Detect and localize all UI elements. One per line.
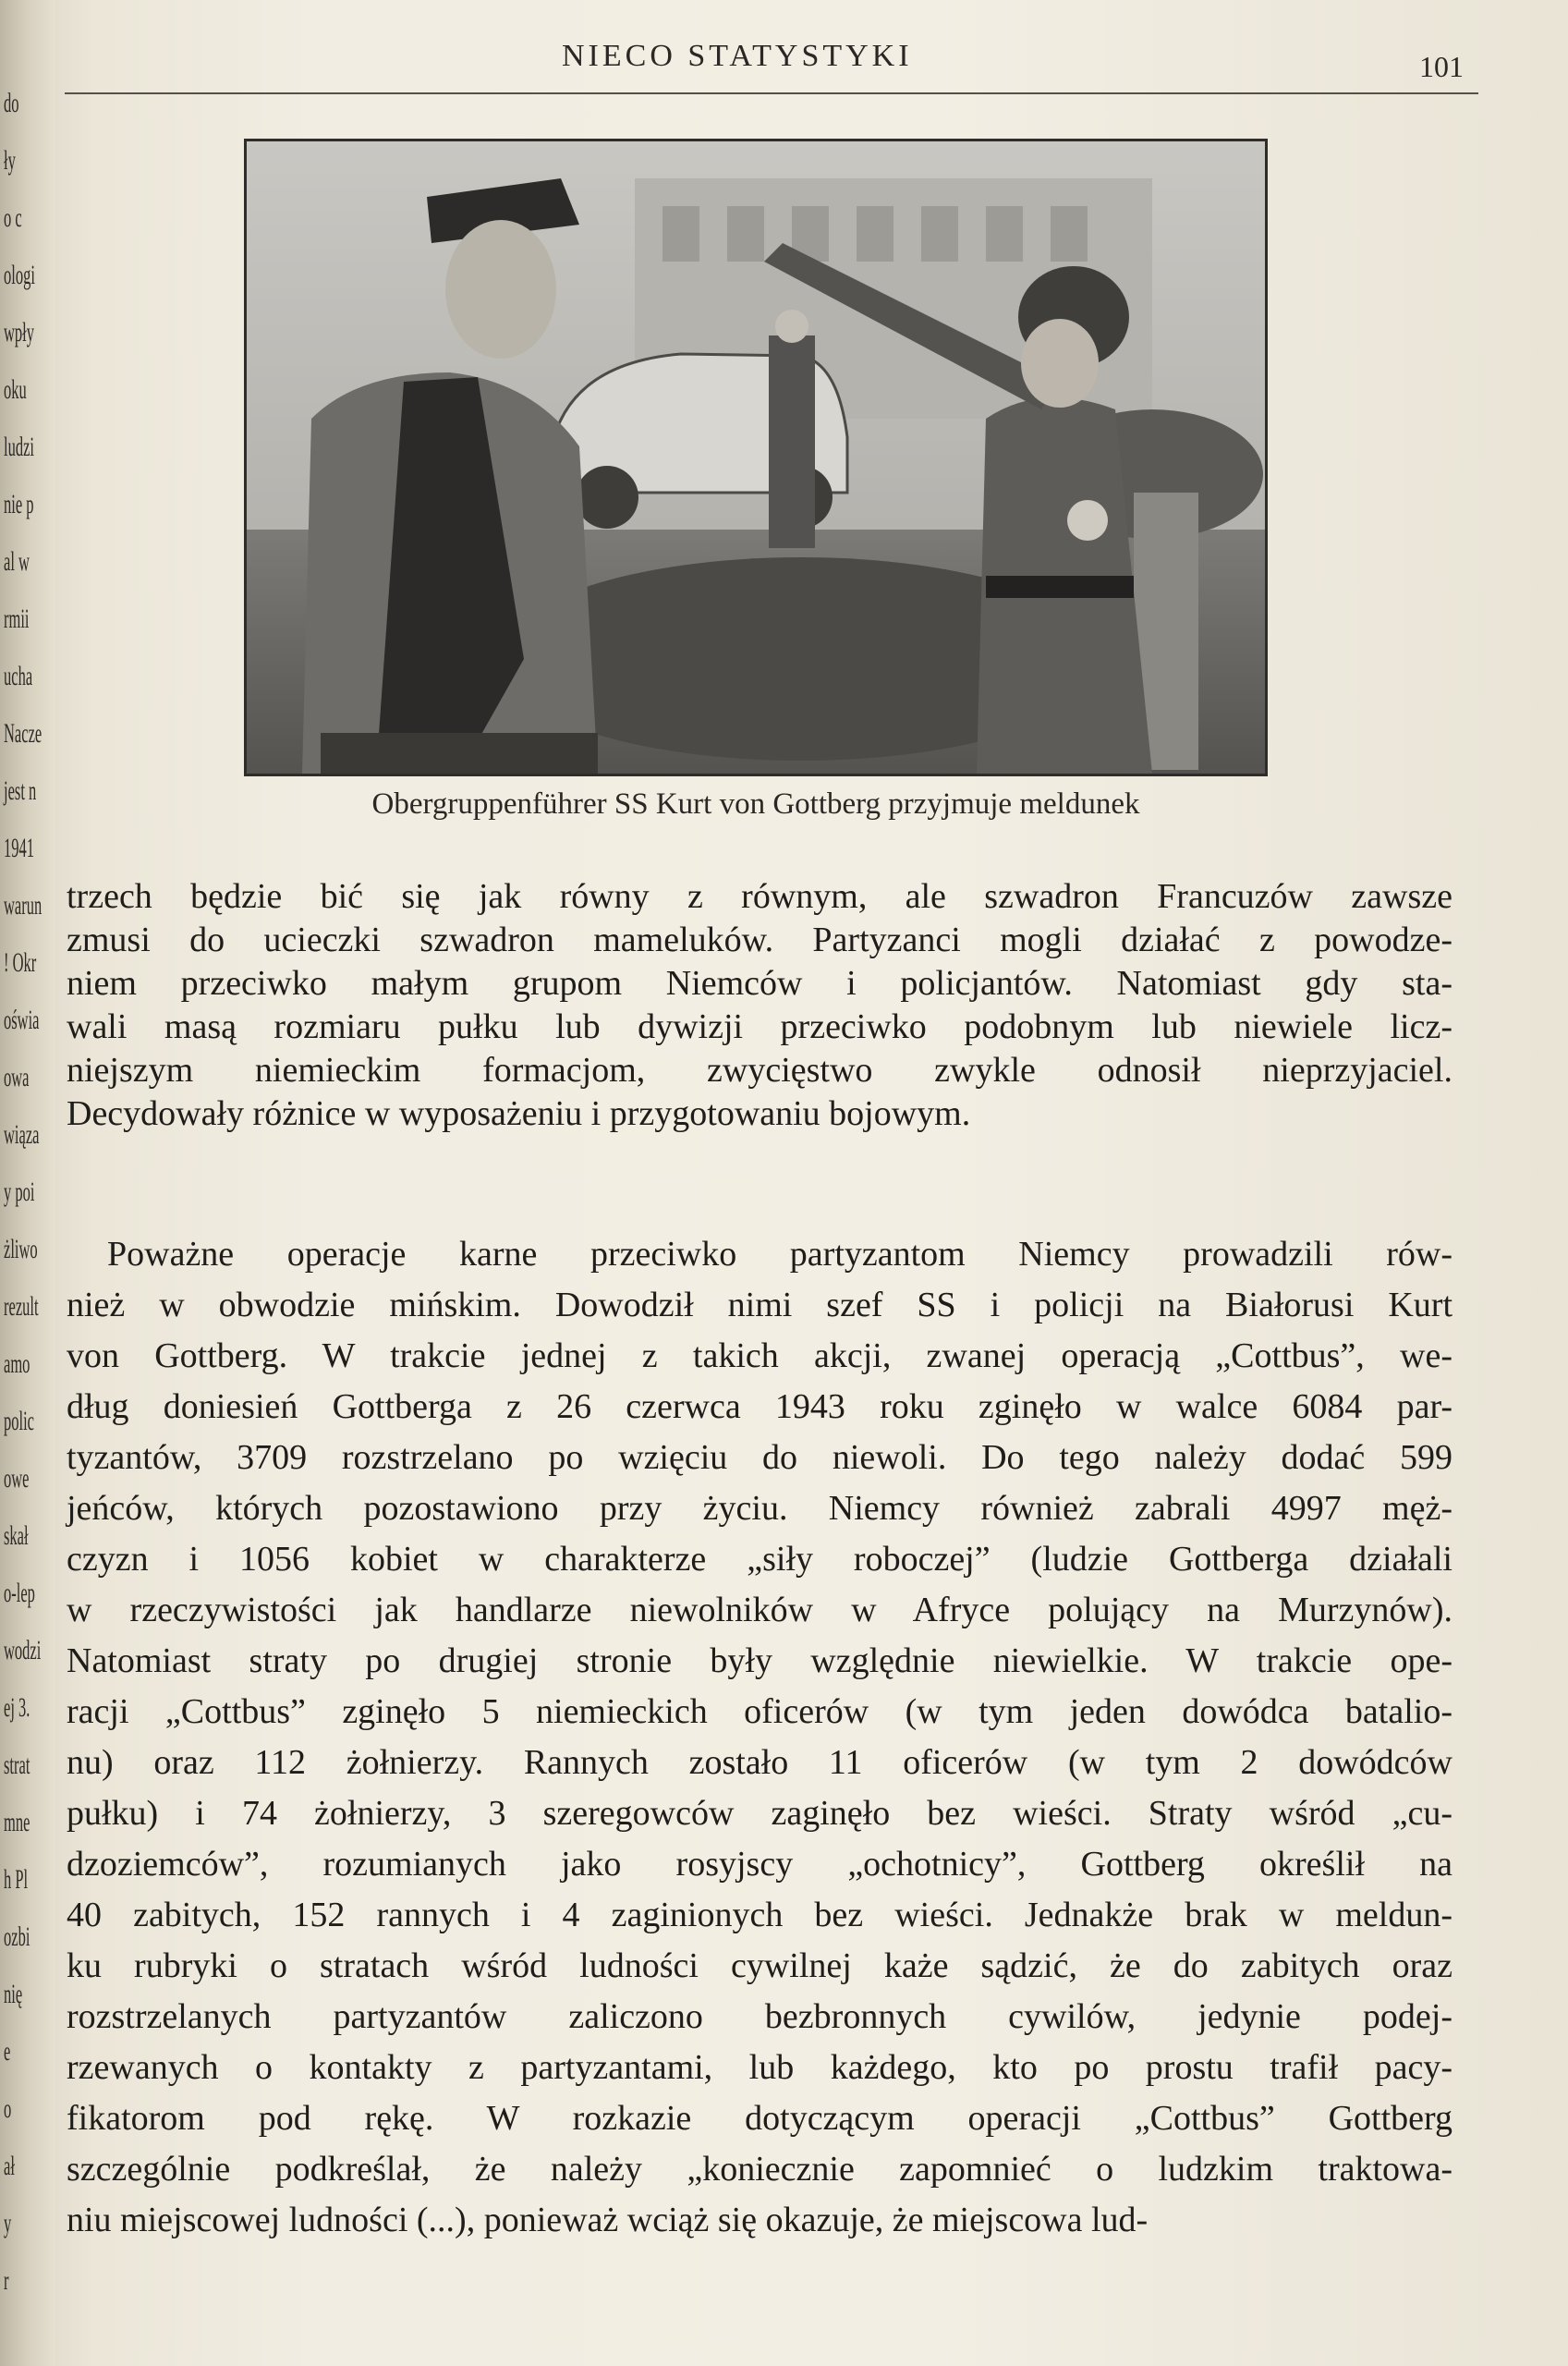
facing-page-fragment: nie p	[4, 489, 34, 519]
text-line: fikatorom pod rękę. W rozkazie dotyczącym operacji „Cottbus” Gottberg	[67, 2099, 1453, 2138]
text-line: szczególnie podkreślał, że należy „koniecznie zapomnieć o ludzkim traktowa-	[67, 2150, 1453, 2189]
facing-page-fragment: ucha	[4, 661, 33, 691]
text-line: Natomiast straty po drugiej stronie były względnie niewielkie. W trakcie ope-	[67, 1641, 1453, 1680]
text-line: nież w obwodzie mińskim. Dowodził nimi szef SS i policji na Białorusi Kurt	[67, 1286, 1453, 1324]
text-line: dług doniesień Gottberga z 26 czerwca 1943 roku zginęło w walce 6084 par-	[67, 1387, 1453, 1426]
facing-page-fragment: e	[4, 2036, 11, 2067]
facing-page-fragment: ludzi	[4, 432, 34, 462]
text-line: trzech będzie bić się jak równy z równym, ale szwadron Francuzów zawsze	[67, 877, 1453, 916]
facing-page-fragment: ły	[4, 145, 16, 176]
facing-page-fragment: y	[4, 2208, 12, 2238]
facing-page-fragment: al w	[4, 546, 30, 577]
facing-page-fragment: ał	[4, 2151, 15, 2181]
facing-page-fragment: nię	[4, 1979, 23, 2009]
facing-page-fragment: skał	[4, 1520, 29, 1551]
facing-page-fragment: o c	[4, 202, 22, 233]
facing-page-fragment: polic	[4, 1406, 34, 1436]
facing-page-fragment: oku	[4, 374, 27, 405]
page-number: 101	[1419, 50, 1464, 83]
facing-page-fragment: wodzi	[4, 1635, 42, 1665]
text-line: 40 zabitych, 152 rannych i 4 zaginionych bez wieści. Jednakże brak w meldun-	[67, 1896, 1453, 1934]
photo-caption: Obergruppenführer SS Kurt von Gottberg przyjmuje meldunek	[371, 787, 1140, 821]
facing-page-fragment: rezult	[4, 1291, 39, 1322]
facing-page-fragment: do	[4, 88, 19, 118]
text-line: racji „Cottbus” zginęło 5 niemieckich oficerów (w tym jeden dowódca batalio-	[67, 1692, 1453, 1731]
text-line: niejszym niemieckim formacjom, zwycięstwo zwykle odnosił nieprzyjaciel.	[67, 1051, 1453, 1090]
text-line: jeńców, których pozostawiono przy życiu. Niemcy również zabrali 4997 męż-	[67, 1489, 1453, 1528]
text-line: w rzeczywistości jak handlarze niewolników w Afryce polujący na Murzynów).	[67, 1591, 1453, 1629]
facing-page-fragment: owa	[4, 1062, 30, 1092]
facing-page-fragment: warun	[4, 890, 43, 921]
facing-page-fragment: mne	[4, 1807, 30, 1837]
text-line: niem przeciwko małym grupom Niemców i policjantów. Natomiast gdy sta-	[67, 964, 1453, 1003]
facing-page-fragment: wiąza	[4, 1119, 40, 1150]
text-line: czyzn i 1056 kobiet w charakterze „siły roboczej” (ludzie Gottberga działali	[67, 1540, 1453, 1579]
facing-page-fragment: r	[4, 2265, 9, 2296]
facing-page-fragment: strat	[4, 1750, 30, 1780]
facing-page-fragment: owe	[4, 1463, 30, 1494]
facing-page-fragment: h Pl	[4, 1864, 29, 1895]
text-line: ku rubryki o stratach wśród ludności cywilnej każe sądzić, że do zabitych oraz	[67, 1946, 1453, 1985]
facing-page-fragment: jest n	[4, 775, 37, 806]
facing-page-fragment: oświa	[4, 1005, 40, 1035]
text-line: dzoziemców”, rozumianych jako rosyjscy „ochotnicy”, Gottberg określił na	[67, 1845, 1453, 1884]
text-line: rzewanych o kontakty z partyzantami, lub każdego, kto po prostu trafił pacy-	[67, 2048, 1453, 2087]
facing-page-edge	[0, 0, 55, 2366]
facing-page-fragment: ! Okr	[4, 947, 37, 978]
text-line: rozstrzelanych partyzantów zaliczono bezbronnych cywilów, jedynie podej-	[67, 1997, 1453, 2036]
historical-photograph	[244, 139, 1268, 776]
text-line: niu miejscowej ludności (...), ponieważ wciąż się okazuje, że miejscowa lud-	[67, 2201, 1149, 2239]
text-line: Decydowały różnice w wyposażeniu i przygotowaniu bojowym.	[67, 1094, 971, 1133]
header-rule	[65, 92, 1478, 94]
facing-page-fragment: ozbi	[4, 1921, 30, 1952]
facing-page-fragment: ologi	[4, 260, 35, 290]
facing-page-fragment: ej 3.	[4, 1692, 30, 1723]
facing-page-fragment: o	[4, 2093, 12, 2124]
text-line: nu) oraz 112 żołnierzy. Rannych zostało 11 oficerów (w tym 2 dowódców	[67, 1743, 1453, 1782]
photo-illustration	[247, 141, 1265, 774]
text-line: wali masą rozmiaru pułku lub dywizji przeciwko podobnym lub niewiele licz-	[67, 1007, 1453, 1046]
facing-page-fragment: amo	[4, 1348, 30, 1379]
text-line: pułku) i 74 żołnierzy, 3 szeregowców zaginęło bez wieści. Straty wśród „cu-	[67, 1794, 1453, 1833]
running-head: NIECO STATYSTYKI	[562, 39, 913, 73]
text-line: tyzantów, 3709 rozstrzelano po wzięciu do niewoli. Do tego należy dodać 599	[67, 1438, 1453, 1477]
facing-page-fragment: wpły	[4, 317, 34, 348]
text-line: von Gottberg. W trakcie jednej z takich akcji, zwanej operacją „Cottbus”, we-	[67, 1336, 1453, 1375]
facing-page-fragment: 1941	[4, 833, 34, 863]
facing-page-fragment: Nacze	[4, 718, 43, 749]
text-line: zmusi do ucieczki szwadron mameluków. Partyzanci mogli działać z powodze-	[67, 921, 1453, 959]
facing-page-fragment: o-lep	[4, 1578, 35, 1608]
text-line: Poważne operacje karne przeciwko partyzantom Niemcy prowadzili rów-	[107, 1235, 1453, 1274]
facing-page-fragment: żliwo	[4, 1234, 38, 1264]
facing-page-fragment: y poi	[4, 1177, 35, 1207]
facing-page-fragment: rmii	[4, 604, 30, 634]
